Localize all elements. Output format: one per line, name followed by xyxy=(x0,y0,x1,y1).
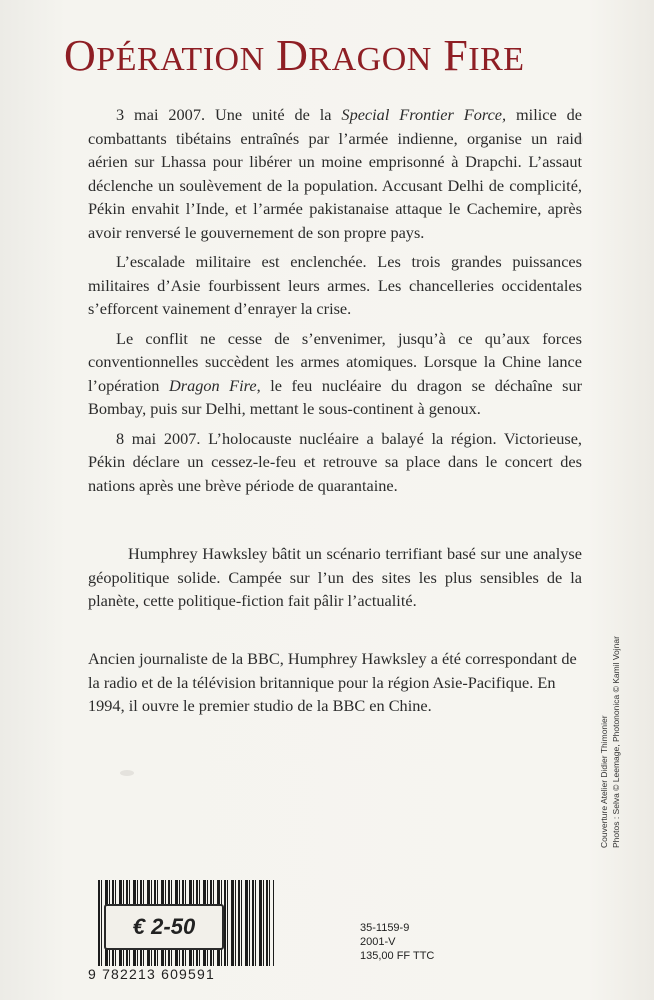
credit-line: Couverture Atelier Didier Thimonier xyxy=(599,715,609,848)
credit-line: Photos : Selva © Leemage, Photononica © Kamil Vojnar xyxy=(611,636,621,848)
title-initial: O xyxy=(64,31,97,80)
barcode-digits: 9 782213 609591 xyxy=(88,966,215,982)
title-initial: F xyxy=(443,31,469,80)
paper-stain xyxy=(120,770,134,776)
isbn-barcode xyxy=(88,880,284,988)
title-word: PÉRATION xyxy=(96,41,265,78)
synopsis-paragraph xyxy=(88,327,582,421)
paragraph-text: Le conflit ne cesse de s’envenimer, jusqu’à ce qu’aux forces conventionnelles succèdent les armes atomiques. Lorsque la Chine lance l’opération xyxy=(88,328,582,395)
price-line: 135,00 FF TTC xyxy=(360,950,435,962)
paragraph-text: milice de combattants tibétains entraînés par l’armée indienne, organise un raid aérien sur Lhassa pour libérer un moine emprisonné à Drapchi. L’assaut déclenche un soulèvement de la population. Accusant Delhi de complicité, Pékin envahit l’Inde, et l’armée pakistanaise attaque le Cachemire, après avoir renversé le gouvernement de son propre pays. xyxy=(88,105,582,242)
price-sticker: € 2-50 xyxy=(104,904,224,950)
paragraph-text: 3 mai 2007. Une unité de la xyxy=(116,105,342,124)
paragraph-text: L’escalade militaire est enclenchée. Les trois grandes puissances militaires d’Asie fourbissent leurs armes. Les chancelleries occidentales s’efforcent vainement d’enrayer la crise. xyxy=(88,252,582,318)
synopsis-paragraph xyxy=(88,103,582,244)
code-line: 35-1159-9 xyxy=(360,922,410,934)
author-bio xyxy=(88,647,582,718)
paragraph-italic: Special Frontier Force, xyxy=(341,105,507,124)
product-codes xyxy=(360,921,434,963)
blurb-text: Humphrey Hawksley bâtit un scénario terrifiant basé sur une analyse géopolitique solide. Campée sur l’un des sites les plus sensibles de la planète, cette politique-fiction fait pâlir l’actualité. xyxy=(88,544,582,610)
synopsis-paragraph xyxy=(88,250,582,321)
title-word: IRE xyxy=(468,41,525,78)
code-line: 2001-V xyxy=(360,936,396,948)
synopsis xyxy=(88,103,582,503)
author-bio-text: Ancien journaliste de la BBC, Humphrey Hawksley a été correspondant de la radio et de la télévision britannique pour la région Asie-Pacifique. En 1994, il ouvre le premier studio de la BBC en Chine. xyxy=(88,649,577,715)
cover-credits xyxy=(598,636,622,848)
title-initial: D xyxy=(276,31,309,80)
paragraph-italic: Dragon Fire xyxy=(168,375,257,395)
paragraph-text: 8 mai 2007. L’holocauste nucléaire a balayé la région. Victorieuse, Pékin déclare un cessez-le-feu et retrouve sa place dans le concert des nations après une brève période de quarantaine. xyxy=(88,428,582,495)
synopsis-paragraph xyxy=(88,427,582,498)
title-word: RAGON xyxy=(308,41,432,78)
book-title xyxy=(64,30,604,86)
paragraph-text: , le feu nucléaire du dragon se déchaîne sur Bombay, puis sur Delhi, mettant le sous-continent à genoux. xyxy=(88,375,583,418)
blurb xyxy=(88,542,582,613)
